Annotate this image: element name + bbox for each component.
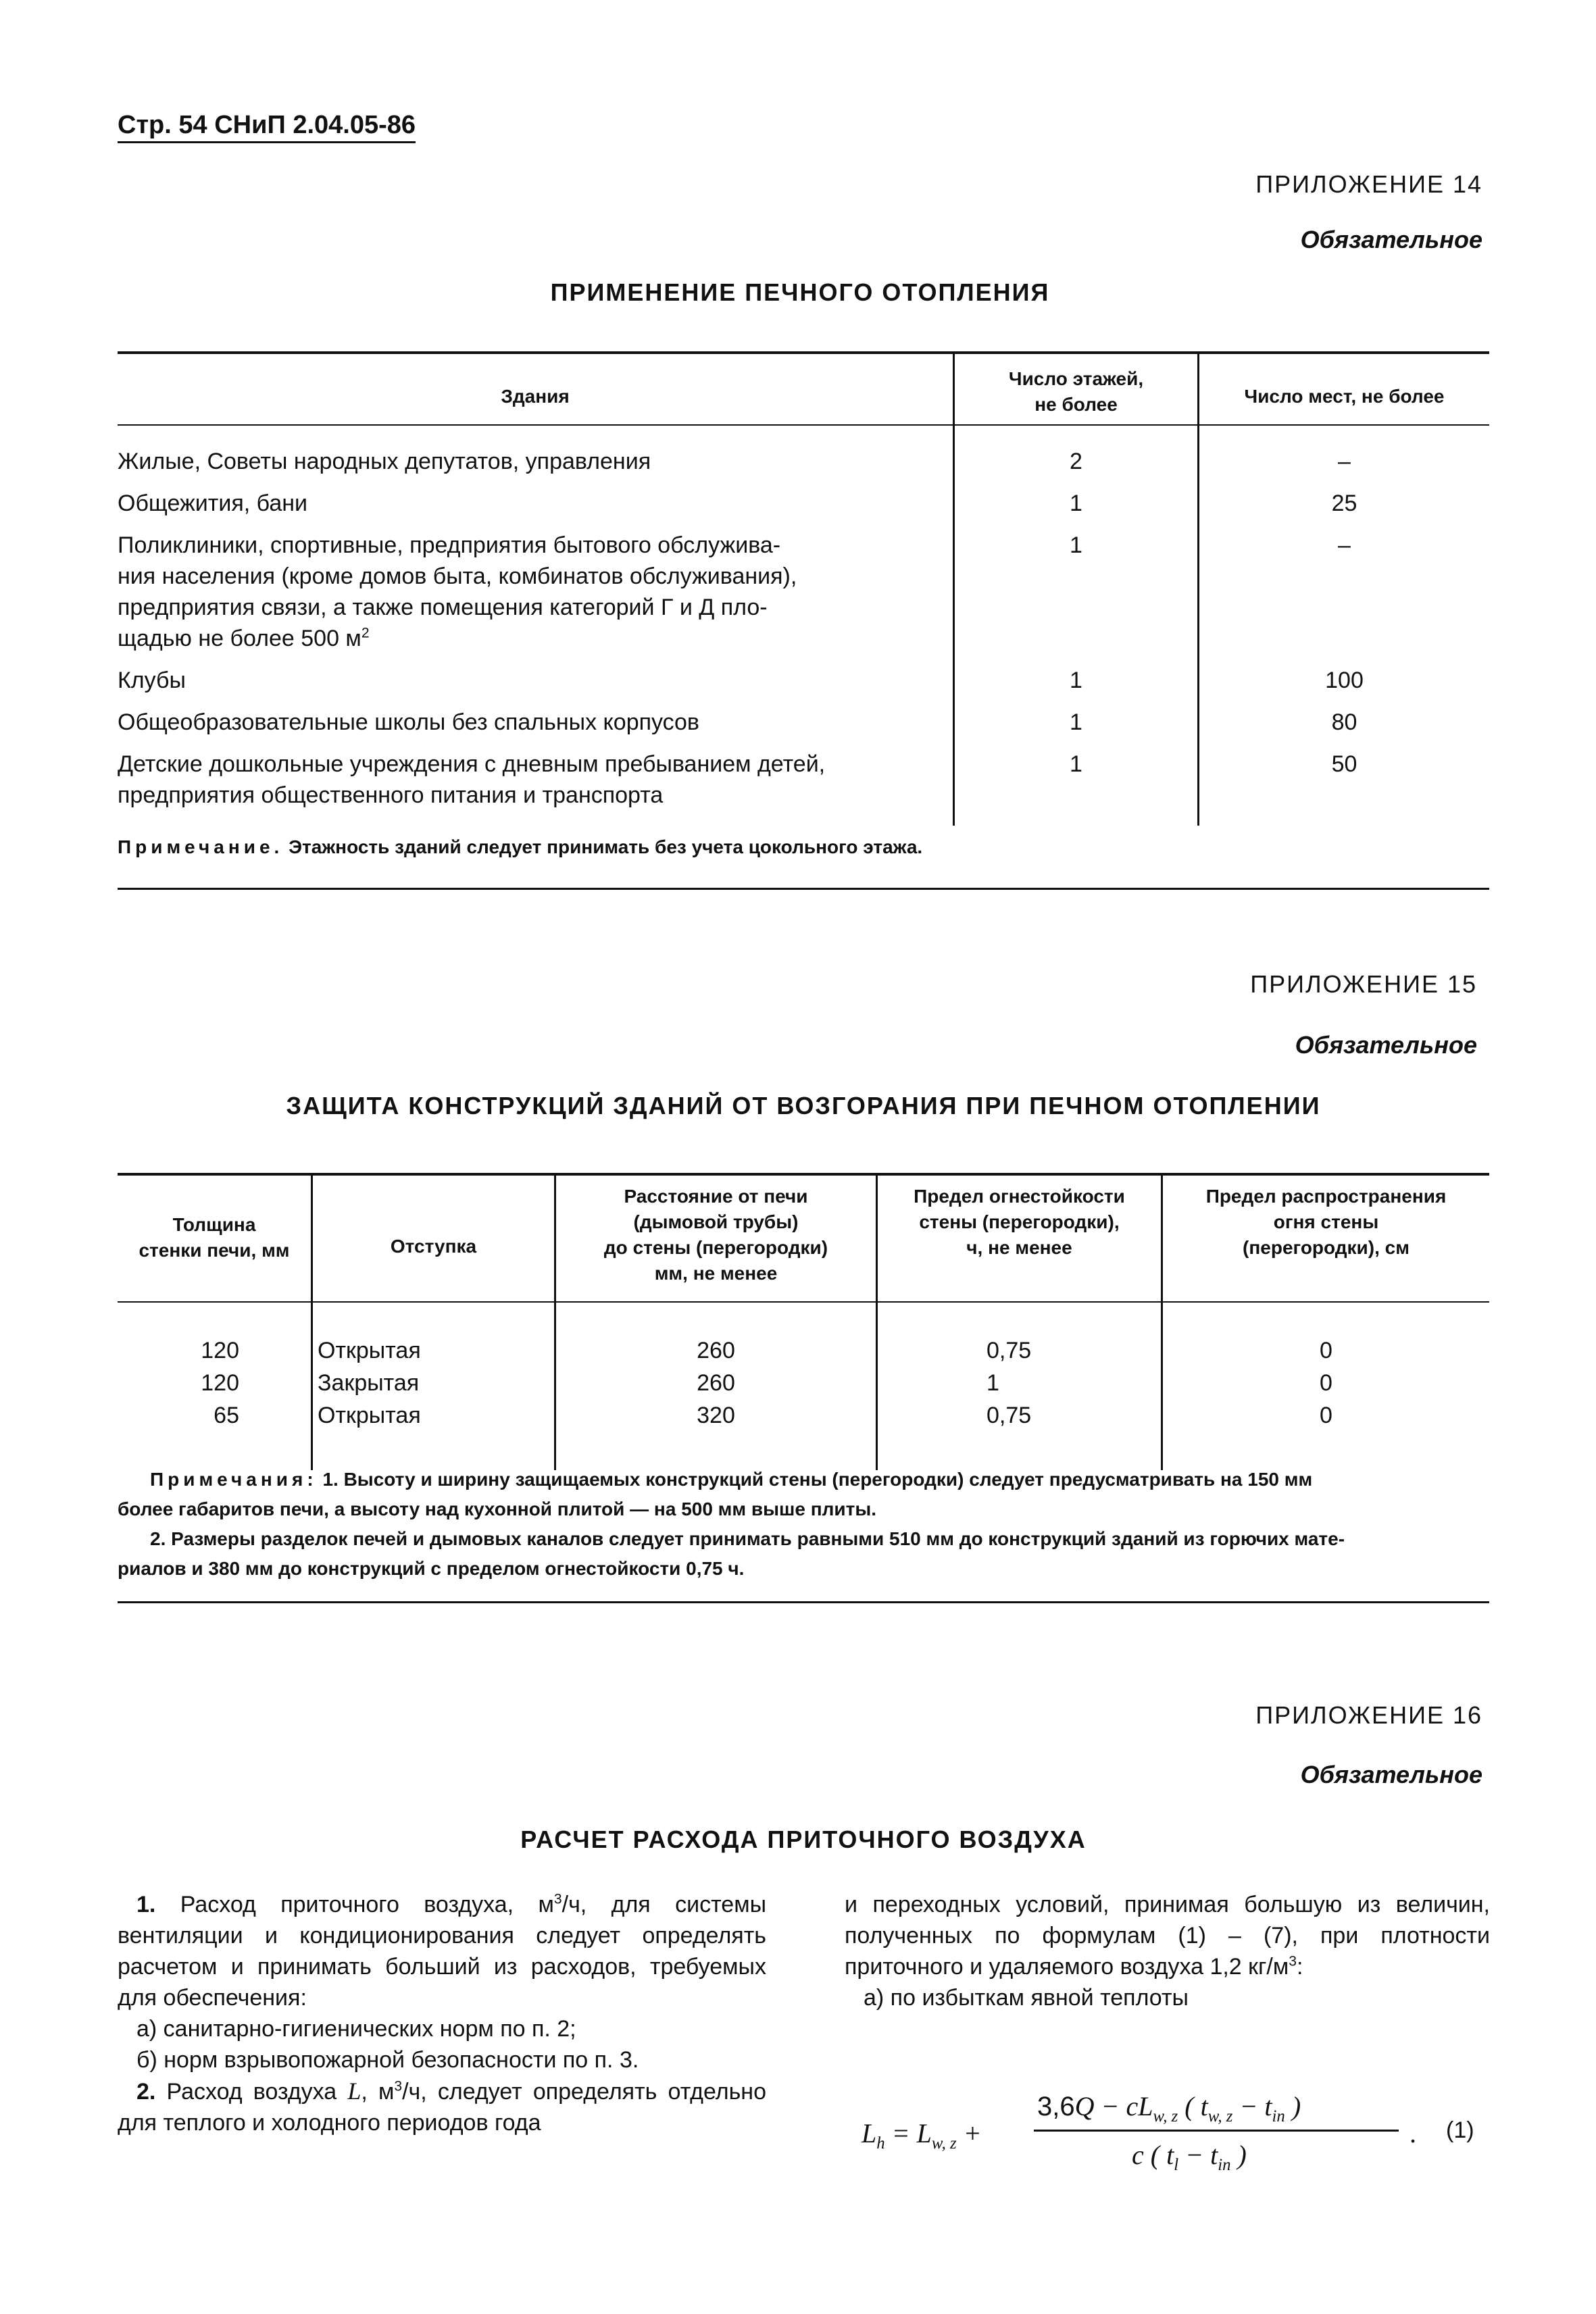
table-14-row-6-line-1: Детские дошкольные учреждения с дневным пребыванием детей,	[118, 751, 826, 777]
table-15-row-2-distance: 260	[697, 1370, 735, 1396]
table-15-header-fire-limit-line1: Предел огнестойкости	[914, 1186, 1125, 1207]
table-15-notes	[118, 1465, 1489, 1584]
table-14-row-3-line-4: щадью не более 500 м	[118, 626, 361, 651]
paragraph-2-text-c: /ч, следует определять отдельно для теплого и холодного периодов года	[118, 2079, 766, 2136]
table-14-note-label: Примечание.	[118, 836, 284, 857]
table-15-header-thickness	[118, 1212, 311, 1263]
paragraph-continuation-colon: :	[1297, 1954, 1303, 1980]
table-14-row-1-floors: 2	[1070, 449, 1082, 474]
item-a-sanitary: а) санитарно-гигиенических норм по п. 2;	[136, 2016, 576, 2042]
formula-1-number: (1)	[1446, 2117, 1474, 2143]
table-15-header-distance	[556, 1184, 876, 1286]
table-15-note-line-4: риалов и 380 мм до конструкций с пределом огнестойкости 0,75 ч.	[118, 1558, 745, 1579]
paragraph-1-text-a: Расход приточного воздуха, м	[180, 1892, 554, 1917]
appendix-15-bottom-rule	[118, 1601, 1489, 1603]
paragraph-1-number: 1.	[136, 1892, 156, 1917]
table-14-header-floors-line1: Число этажей,	[1008, 368, 1144, 389]
paragraph-continuation	[845, 1889, 1490, 1982]
item-b-fire-safety: б) норм взрывопожарной безопасности по п. 3.	[136, 2047, 639, 2073]
appendix-16-status: Обязательное	[1300, 1761, 1482, 1788]
table-14-row-3-building	[118, 530, 939, 654]
table-15-header-spread	[1163, 1184, 1489, 1261]
table-15-header-rule	[118, 1301, 1489, 1303]
appendix-16-right-column	[845, 1889, 1490, 2013]
table-15-row-2-fire-limit: 1	[987, 1370, 999, 1396]
page-header: Стр. 54 СНиП 2.04.05-86	[118, 109, 416, 143]
table-14-row-5-places: 80	[1331, 709, 1357, 735]
table-14-row-5-floors: 1	[1070, 709, 1082, 735]
paragraph-1-text-b: /ч, для системы вентиляции и кондиционирования следует определять расчетом и принимать больший из расходов, требуемых для обеспечения:	[118, 1892, 767, 2011]
table-14-row-3-line-1: Поликлиники, спортивные, предприятия бытового обслужива-	[118, 532, 781, 558]
paragraph-2-variable: L	[347, 2078, 361, 2105]
table-15-header-setback: Отступка	[390, 1236, 477, 1257]
table-14-note-text: Этажность зданий следует принимать без учета цокольного этажа.	[289, 836, 923, 857]
table-15-row-3-setback: Открытая	[318, 1403, 421, 1428]
paragraph-2	[118, 2076, 766, 2138]
table-14-header-places: Число мест, не более	[1244, 386, 1445, 407]
table-14-row-6-floors: 1	[1070, 751, 1082, 777]
table-15-row-2-thickness: 120	[201, 1370, 239, 1396]
table-15-header-distance-line2: (дымовой трубы)	[633, 1211, 799, 1232]
item-a-sensible-heat: а) по избыткам явной теплоты	[864, 1985, 1189, 2011]
paragraph-continuation-sup: 3	[1289, 1953, 1297, 1969]
appendix-16-label: ПРИЛОЖЕНИЕ 16	[1255, 1701, 1482, 1729]
table-14-row-3-line-2: ния населения (кроме домов быта, комбинатов обслуживания),	[118, 563, 797, 589]
paragraph-2-text-a: Расход воздуха	[166, 2079, 348, 2105]
paragraph-2-text-b: , м	[361, 2079, 395, 2105]
table-15-row-3-distance: 320	[697, 1403, 735, 1428]
table-14-row-1-places: –	[1338, 449, 1351, 474]
table-15-header-thickness-line2: стенки печи, мм	[139, 1240, 290, 1261]
appendix-14-bottom-rule	[118, 888, 1489, 890]
table-15-row-1-fire-limit: 0,75	[987, 1338, 1032, 1363]
appendix-15-title: ЗАЩИТА КОНСТРУКЦИЙ ЗДАНИЙ ОТ ВОЗГОРАНИЯ ПРИ ПЕЧНОМ ОТОПЛЕНИИ	[286, 1092, 1321, 1120]
table-14-header-buildings: Здания	[501, 386, 570, 407]
appendix-16-title: РАСЧЕТ РАСХОДА ПРИТОЧНОГО ВОЗДУХА	[520, 1826, 1087, 1853]
appendix-14-label: ПРИЛОЖЕНИЕ 14	[1255, 170, 1482, 198]
table-15-header-fire-limit-line2: стены (перегородки),	[919, 1211, 1120, 1232]
table-14-row-6-places: 50	[1331, 751, 1357, 777]
paragraph-2-number: 2.	[136, 2079, 156, 2105]
paragraph-1-sup: 3	[553, 1891, 562, 1907]
appendix-15-status: Обязательное	[1295, 1031, 1477, 1059]
table-15-row-2-spread: 0	[1320, 1370, 1332, 1396]
appendix-15-label: ПРИЛОЖЕНИЕ 15	[1250, 970, 1477, 998]
table-14-row-5-building: Общеобразовательные школы без спальных корпусов	[118, 709, 699, 735]
table-14-row-4-floors: 1	[1070, 668, 1082, 693]
appendix-14-status: Обязательное	[1300, 226, 1482, 253]
table-14-row-3-superscript: 2	[361, 625, 370, 641]
table-14-row-4-places: 100	[1325, 668, 1364, 693]
table-14-row-3-floors: 1	[1070, 532, 1082, 558]
table-15-header-thickness-line1: Толщина	[172, 1214, 256, 1235]
table-14-row-3-line-3: предприятия связи, а также помещения категорий Г и Д пло-	[118, 595, 768, 620]
table-15-row-3-thickness: 65	[214, 1403, 239, 1428]
table-14-row-3-places: –	[1338, 532, 1351, 558]
paragraph-continuation-text: и переходных условий, принимая большую из величин, полученных по формулам (1) – (7), при плотности приточного и удаляемого воздуха 1,2 кг/м	[845, 1892, 1490, 1980]
table-14-row-2-floors: 1	[1070, 491, 1082, 516]
appendix-16-left-column	[118, 1889, 766, 2138]
table-14-row-2-places: 25	[1331, 491, 1357, 516]
table-15-header-distance-line3: до стены (перегородки)	[603, 1237, 828, 1258]
table-15-top-rule	[118, 1173, 1489, 1176]
table-15-row-2-setback: Закрытая	[318, 1370, 420, 1396]
table-14-row-6-building	[118, 749, 939, 811]
table-15-row-1-distance: 260	[697, 1338, 735, 1363]
table-15-header-spread-line2: огня стены	[1273, 1211, 1379, 1232]
table-14-header-floors-line2: не более	[1034, 394, 1118, 415]
table-15-notes-label: Примечания:	[150, 1469, 318, 1490]
paragraph-1	[118, 1889, 766, 2013]
table-15-note-line-2: более габаритов печи, а высоту над кухонной плитой — на 500 мм выше плиты.	[118, 1499, 877, 1519]
table-14-top-rule	[118, 351, 1489, 354]
table-15-note-line-1: 1. Высоту и ширину защищаемых конструкций стены (перегородки) следует предусматривать на 150 мм	[322, 1469, 1313, 1490]
appendix-14-title: ПРИМЕНЕНИЕ ПЕЧНОГО ОТОПЛЕНИЯ	[550, 278, 1050, 306]
table-15-vline-1	[311, 1173, 313, 1470]
table-14-row-1-building: Жилые, Советы народных депутатов, управления	[118, 449, 651, 474]
table-15-row-3-fire-limit: 0,75	[987, 1403, 1032, 1428]
formula-1: $L_h = L_{w, z}$ + $3,6Q - cL_{w, z}$ ( $t_{w, z} - t_{in}$ ) c ( $t_l - t_{in}$ ) .	[862, 2091, 1417, 2174]
table-14-row-6-line-2: предприятия общественного питания и транспорта	[118, 782, 664, 808]
table-15-row-1-spread: 0	[1320, 1338, 1332, 1363]
table-15-header-spread-line3: (перегородки), см	[1243, 1237, 1410, 1258]
table-15-row-1-thickness: 120	[201, 1338, 239, 1363]
table-15-row-3-spread: 0	[1320, 1403, 1332, 1428]
table-15-header-distance-line1: Расстояние от печи	[624, 1186, 808, 1207]
table-14-header-rule	[118, 424, 1489, 426]
table-15-header-distance-line4: мм, не менее	[654, 1263, 778, 1284]
table-15-row-1-setback: Открытая	[318, 1338, 421, 1363]
table-15-header-fire-limit-line3: ч, не менее	[966, 1237, 1072, 1258]
table-15-note-line-3: 2. Размеры разделок печей и дымовых каналов следует принимать равными 510 мм до конструкций зданий из горючих мате-	[150, 1528, 1345, 1549]
table-14-row-4-building: Клубы	[118, 668, 186, 693]
paragraph-2-sup: 3	[394, 2078, 403, 2094]
table-14-note	[118, 832, 922, 862]
table-15-header-spread-line1: Предел распространения	[1205, 1186, 1447, 1207]
table-14-row-2-building: Общежития, бани	[118, 491, 308, 516]
table-15-header-fire-limit	[878, 1184, 1161, 1261]
